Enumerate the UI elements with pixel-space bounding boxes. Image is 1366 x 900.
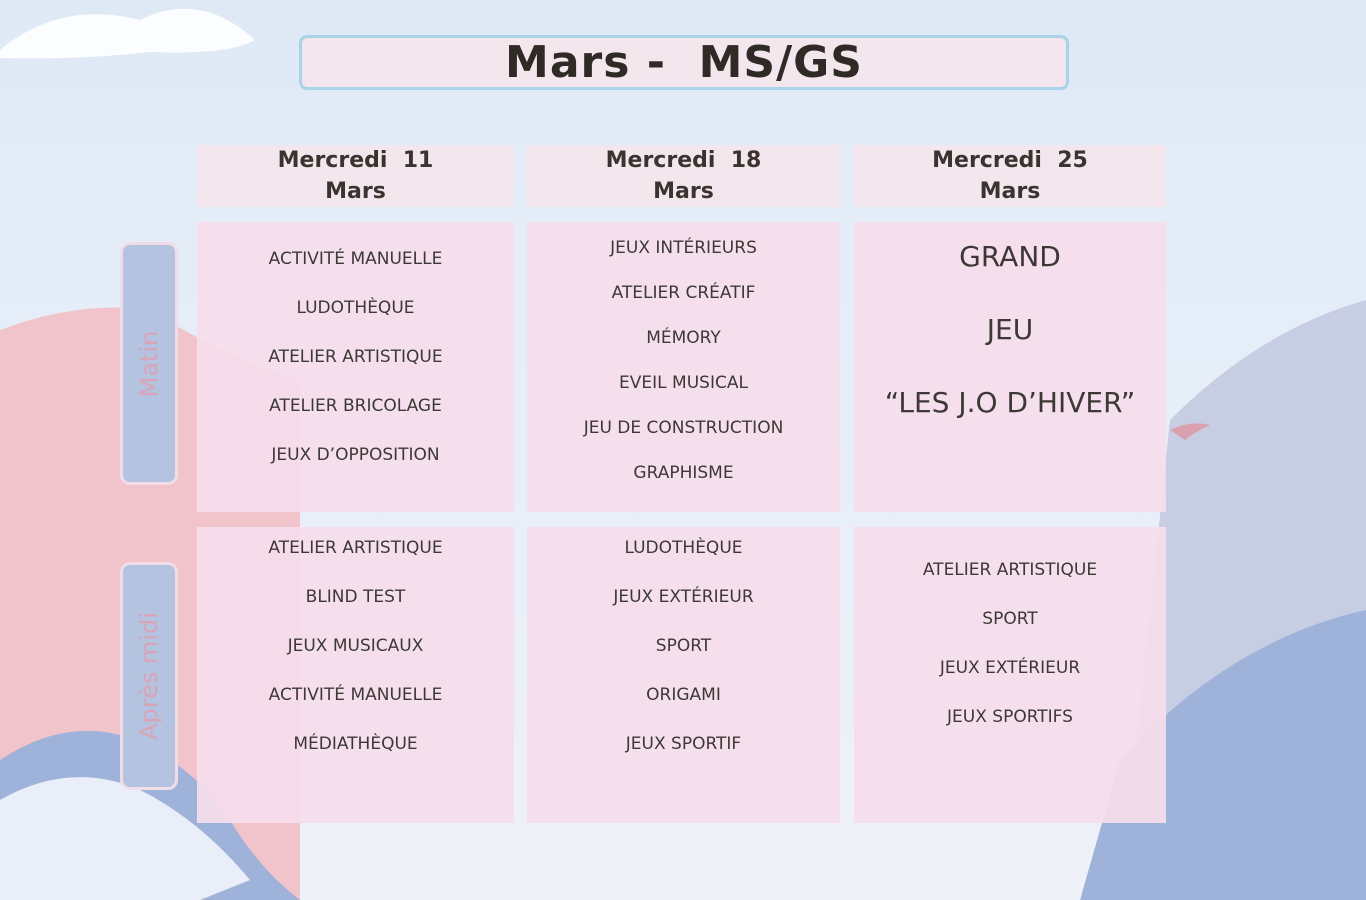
activity-item: MÉMORY [646, 328, 721, 348]
activity-item: JEUX INTÉRIEURS [610, 238, 757, 258]
column-header-line: Mercredi 18 [605, 148, 762, 173]
activity-item: ACTIVITÉ MANUELLE [268, 249, 443, 269]
activity-item: LUDOTHÈQUE [624, 538, 743, 558]
title-banner [299, 35, 1069, 90]
column-header-2 [527, 145, 840, 207]
activity-item: JEUX MUSICAUX [287, 636, 424, 656]
activity-item: GRAPHISME [633, 463, 734, 483]
row-label-text: Matin [135, 330, 164, 397]
activity-item: “LES J.O D’HIVER” [884, 386, 1136, 419]
morning-cell-2 [527, 222, 840, 512]
afternoon-cell-2 [527, 527, 840, 823]
column-header-line: Mars [979, 179, 1041, 204]
activity-item: ATELIER ARTISTIQUE [922, 560, 1098, 580]
activity-item: SPORT [982, 609, 1038, 629]
column-header-line: Mars [325, 179, 386, 204]
activity-item: JEUX EXTÉRIEUR [613, 587, 754, 607]
activity-item: ATELIER CRÉATIF [611, 283, 756, 303]
column-header-1 [197, 145, 514, 207]
cloud-shape [0, 9, 255, 59]
page-title: Mars - MS/GS [505, 37, 863, 88]
activity-item: ATELIER ARTISTIQUE [268, 347, 443, 367]
morning-cell-1 [197, 222, 514, 512]
column-header-3 [854, 145, 1166, 207]
activity-item: BLIND TEST [305, 587, 406, 607]
activity-item: ATELIER BRICOLAGE [269, 396, 442, 416]
activity-item: GRAND [959, 240, 1061, 273]
activity-item: JEU [986, 313, 1034, 346]
column-header-line: Mercredi 11 [277, 148, 434, 173]
row-label-afternoon [120, 562, 178, 790]
activity-item: JEUX SPORTIFS [947, 707, 1073, 727]
activity-item: JEUX D’OPPOSITION [271, 445, 440, 465]
activity-item: EVEIL MUSICAL [619, 373, 748, 393]
activity-item: ACTIVITÉ MANUELLE [268, 685, 443, 705]
activity-item: LUDOTHÈQUE [296, 298, 415, 318]
column-header-line: Mars [653, 179, 714, 204]
activity-item: JEU DE CONSTRUCTION [583, 418, 784, 438]
column-header-line: Mercredi 25 [932, 148, 1088, 173]
activity-item: JEUX EXTÉRIEUR [939, 658, 1081, 678]
afternoon-cell-3 [854, 527, 1166, 823]
afternoon-cell-1 [197, 527, 514, 823]
activity-item: MÉDIATHÈQUE [293, 734, 418, 754]
activity-item: ORIGAMI [646, 685, 721, 705]
activity-item: ATELIER ARTISTIQUE [268, 538, 443, 558]
row-label-morning [120, 242, 178, 485]
morning-cell-3 [854, 222, 1166, 512]
activity-item: SPORT [655, 636, 712, 656]
activity-item: JEUX SPORTIF [625, 734, 742, 754]
row-label-text: Après midi [135, 612, 163, 740]
